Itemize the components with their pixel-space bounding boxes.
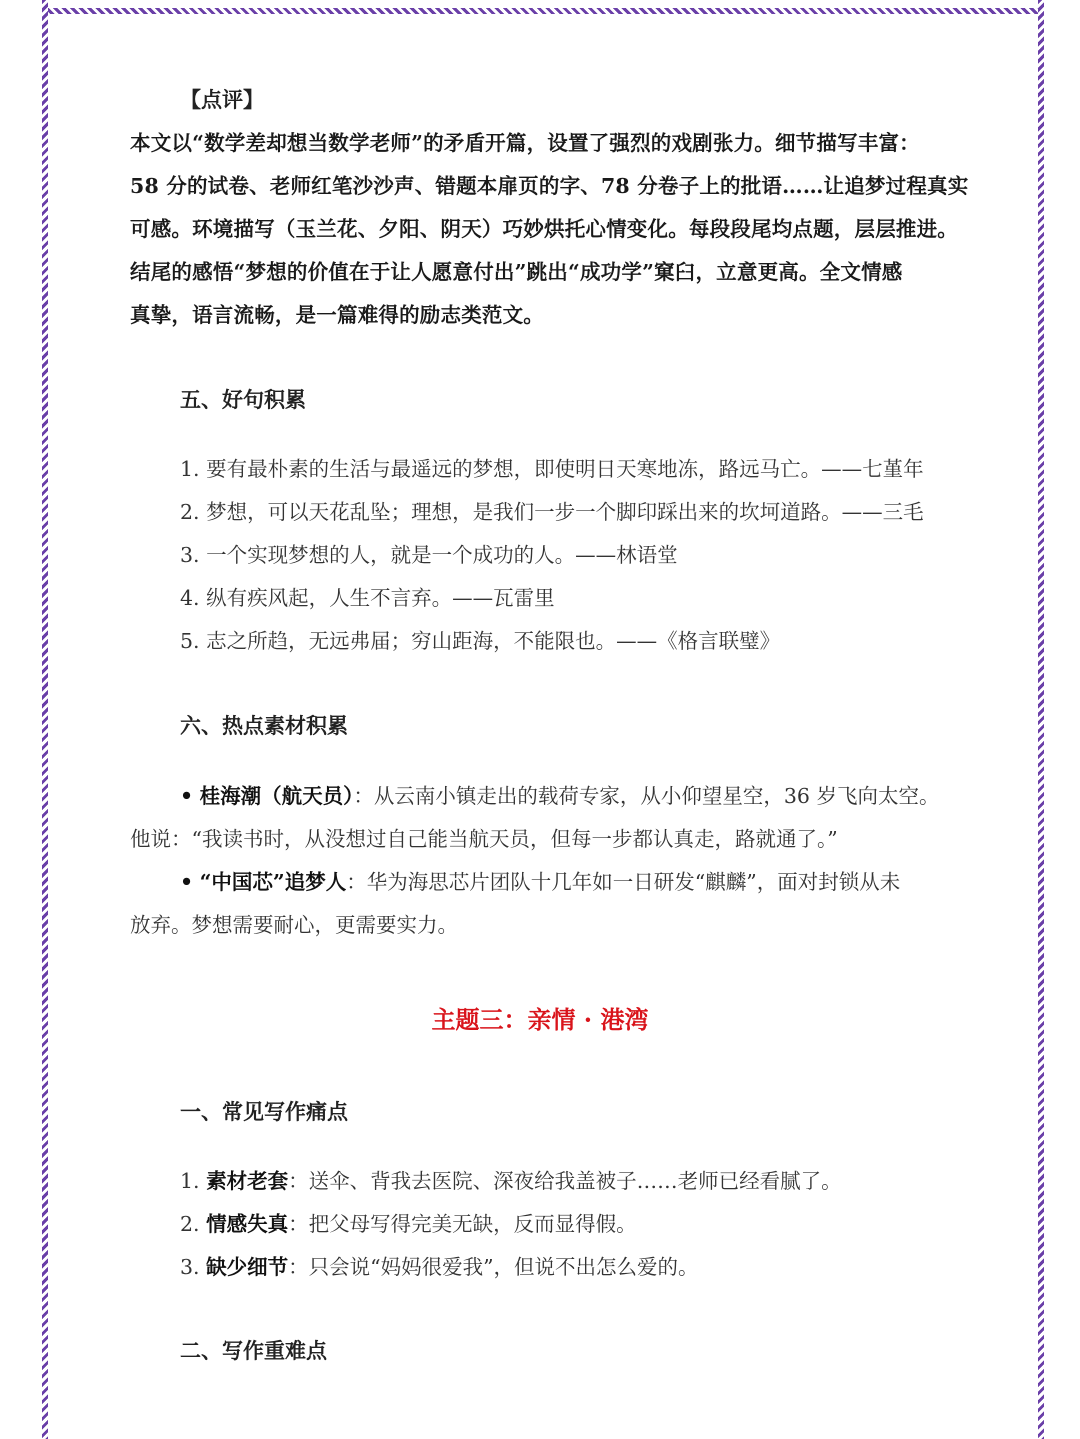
pain-text: ：把父母写得完美无缺，反而显得假。 (288, 1212, 637, 1236)
pain-label: 素材老套 (206, 1169, 289, 1193)
material-text: ：从云南小镇走出的载荷专家，从小仰望星空，36 岁飞向太空。 (353, 784, 940, 808)
material-label: “中国芯”追梦人 (199, 870, 347, 894)
material-item (180, 865, 900, 895)
item-number: 1. (180, 1169, 200, 1193)
item-number: 2. (180, 1212, 200, 1236)
pain-label: 缺少细节 (206, 1255, 289, 1279)
section-five-title: 五、好句积累 (180, 387, 306, 412)
quote-item: 4. 纵有疾风起，人生不言弃。——瓦雷里 (180, 586, 555, 610)
review-label: 【点评】 (180, 87, 264, 112)
review-line: 可感。环境描写（玉兰花、夕阳、阴天）巧妙烘托心情变化。每段段尾均点题，层层推进。 (130, 217, 958, 241)
material-text-cont: 放弃。梦想需要耐心，更需要实力。 (130, 913, 458, 937)
pain-text: ：只会说“妈妈很爱我”，但说不出怎么爱的。 (288, 1255, 699, 1279)
quote-item: 5. 志之所趋，无远弗届；穷山距海，不能限也。——《格言联璧》 (180, 629, 781, 653)
material-text-cont: 他说：“我读书时，从没想过自己能当航天员，但每一步都认真走，路就通了。” (130, 827, 838, 851)
pain-item (180, 1164, 842, 1194)
review-line: 58 分的试卷、老师红笔沙沙声、错题本扉页的字、78 分卷子上的批语……让追梦过程真实 (130, 174, 969, 198)
bullet: • (180, 784, 194, 808)
pain-item (180, 1250, 699, 1280)
pain-label: 情感失真 (206, 1212, 289, 1236)
bullet: • (180, 870, 194, 894)
theme-title: 主题三：亲情 · 港湾 (431, 1005, 649, 1034)
review-line: 真挚，语言流畅，是一篇难得的励志类范文。 (130, 303, 544, 327)
material-item (180, 779, 940, 809)
quote-item: 2. 梦想，可以天花乱坠；理想，是我们一步一个脚印踩出来的坎坷道路。——三毛 (180, 500, 924, 524)
review-line: 本文以“数学差却想当数学老师”的矛盾开篇，设置了强烈的戏剧张力。细节描写丰富： (130, 131, 920, 155)
review-line: 结尾的感悟“梦想的价值在于让人愿意付出”跳出“成功学”窠臼，立意更高。全文情感 (130, 260, 903, 284)
pain-text: ：送伞、背我去医院、深夜给我盖被子……老师已经看腻了。 (288, 1169, 842, 1193)
pain-points-title: 一、常见写作痛点 (180, 1099, 348, 1124)
pain-item (180, 1207, 637, 1237)
section-six-title: 六、热点素材积累 (180, 713, 348, 738)
difficulty-title: 二、写作重难点 (180, 1338, 327, 1363)
item-number: 3. (180, 1255, 200, 1279)
material-label: 桂海潮（航天员） (199, 784, 354, 808)
quote-item: 3. 一个实现梦想的人，就是一个成功的人。——林语堂 (180, 543, 678, 567)
quote-item: 1. 要有最朴素的生活与最遥远的梦想，即使明日天寒地冻，路远马亡。——七堇年 (180, 457, 924, 481)
material-text: ：华为海思芯片团队十几年如一日研发“麒麟”，面对封锁从未 (346, 870, 901, 894)
